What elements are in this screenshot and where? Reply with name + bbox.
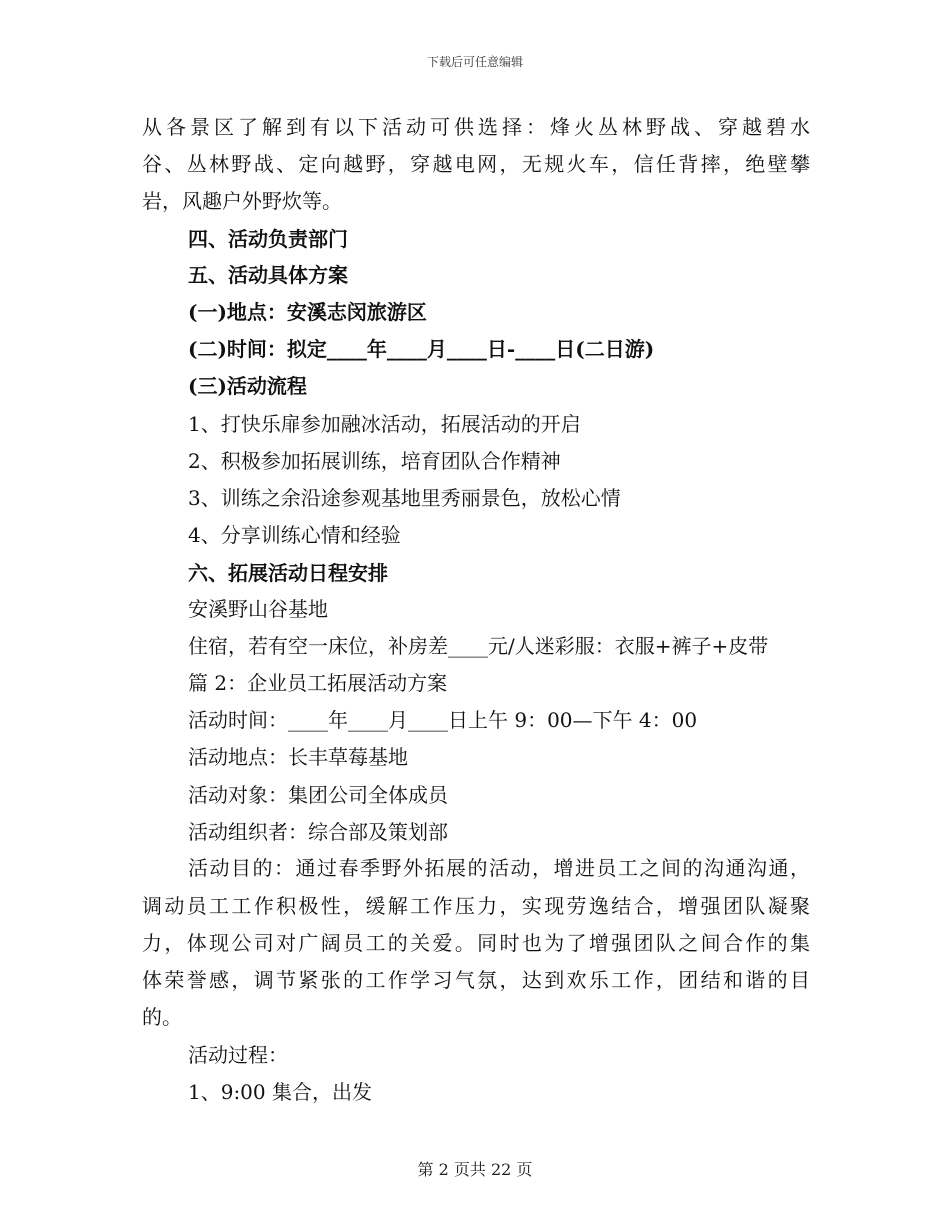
text-line: 住宿，若有空一床位，补房差____元/人迷彩服：衣服+裤子+皮带 (188, 634, 769, 658)
list-item: 1、打快乐扉参加融冰活动，拓展活动的开启 (188, 412, 581, 436)
list-item: 1、9:00 集合，出发 (188, 1080, 372, 1104)
list-item: 3、训练之余沿途参观基地里秀丽景色，放松心情 (188, 486, 621, 510)
paragraph-line: 调动员工工作积极性，缓解工作压力，实现劳逸结合，增强团队凝聚 (142, 894, 810, 918)
paragraph-line: 从各景区了解到有以下活动可供选择：烽火丛林野战、穿越碧水 (142, 115, 810, 139)
subsection-heading: (一)地点：安溪志闵旅游区 (188, 300, 427, 324)
paragraph-line: 的。 (142, 1005, 182, 1029)
list-item: 2、积极参加拓展训练，培育团队合作精神 (188, 449, 561, 473)
chapter-title: 篇 2：企业员工拓展活动方案 (188, 671, 448, 695)
paragraph-line: 谷、丛林野战、定向越野，穿越电网，无规火车，信任背摔，绝壁攀 (142, 152, 810, 176)
text-line: 活动过程： (188, 1043, 288, 1067)
text-line: 活动时间：____年____月____日上午 9：00—下午 4：00 (188, 708, 698, 732)
page-header: 下载后可任意编辑 (426, 55, 523, 69)
subsection-heading: (三)活动流程 (188, 374, 307, 398)
text-line: 安溪野山谷基地 (188, 597, 328, 621)
text-line: 活动地点：长丰草莓基地 (188, 745, 408, 769)
text-line: 活动对象：集团公司全体成员 (188, 783, 448, 807)
paragraph-line: 体荣誉感，调节紧张的工作学习气氛，达到欢乐工作，团结和谐的目 (142, 968, 810, 992)
text-line: 活动组织者：综合部及策划部 (188, 820, 448, 844)
paragraph-line: 力，体现公司对广阔员工的关爱。同时也为了增强团队之间合作的集 (142, 931, 810, 955)
page-footer: 第 2 页共 22 页 (417, 1160, 533, 1179)
section-heading: 四、活动负责部门 (188, 227, 348, 251)
paragraph-line: 活动目的：通过春季野外拓展的活动，增进员工之间的沟通沟通， (188, 856, 810, 880)
section-heading: 六、拓展活动日程安排 (188, 561, 388, 585)
list-item: 4、分享训练心情和经验 (188, 523, 401, 547)
section-heading: 五、活动具体方案 (188, 263, 348, 287)
subsection-heading: (二)时间：拟定____年____月____日-____日(二日游) (188, 337, 655, 361)
paragraph-line: 岩，风趣户外野炊等。 (142, 189, 342, 213)
